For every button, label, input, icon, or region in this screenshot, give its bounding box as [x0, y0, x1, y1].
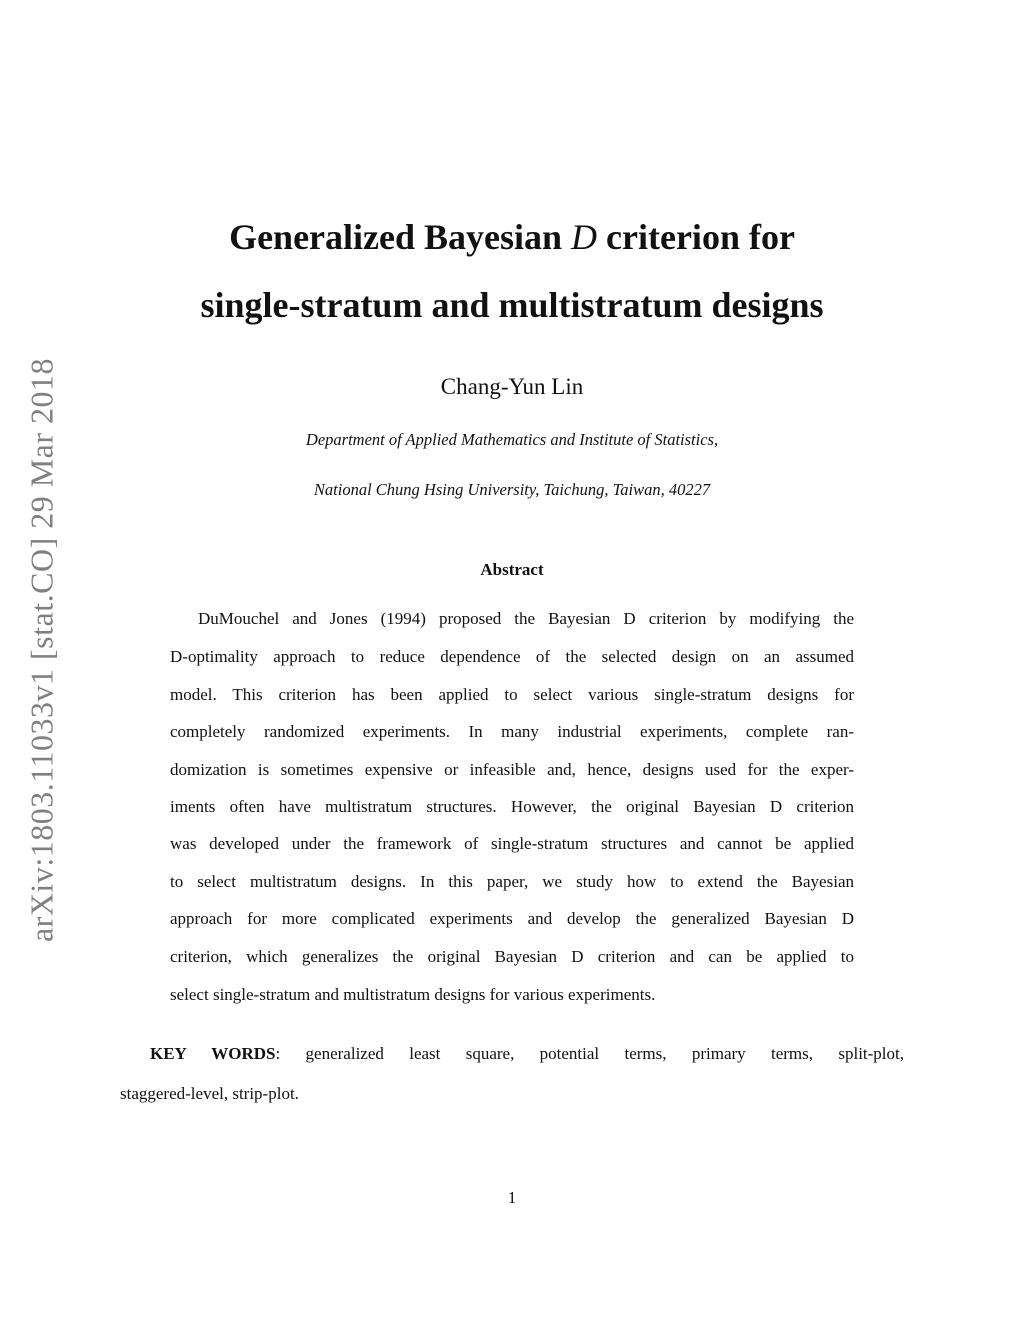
title-math-symbol: D	[571, 217, 598, 257]
affiliation-line-2: National Chung Hsing University, Taichung, Taiwan, 40227	[313, 480, 711, 499]
title-text-part-2: criterion for	[597, 217, 795, 257]
abstract-line: model. This criterion has been applied to select various single-stratum designs for	[170, 685, 854, 704]
abstract-line: was developed under the framework of single-stratum structures and cannot be applied	[170, 834, 854, 853]
arxiv-identifier-stamp: arXiv:1803.11033v1 [stat.CO] 29 Mar 2018	[23, 357, 60, 943]
abstract-line: approach for more complicated experiments and develop the generalized Bayesian D	[170, 909, 854, 928]
abstract-line: select single-stratum and multistratum designs for various experiments.	[170, 985, 656, 1004]
paper-title-line-1	[0, 216, 1024, 258]
keywords-label: KEY WORDS	[150, 1044, 276, 1063]
page-number: 1	[507, 1188, 517, 1207]
abstract-line: iments often have multistratum structures. However, the original Bayesian D criterion	[170, 797, 854, 816]
abstract-line: criterion, which generalizes the original Bayesian D criterion and can be applied to	[170, 947, 854, 966]
abstract-heading: Abstract	[480, 560, 544, 579]
paper-title-line-2: single-stratum and multistratum designs	[200, 285, 824, 325]
abstract-line: to select multistratum designs. In this paper, we study how to extend the Bayesian	[170, 872, 854, 891]
keywords-text-1: : generalized least square, potential terms, primary terms, split-plot,	[275, 1044, 904, 1063]
keywords-line-2: staggered-level, strip-plot.	[120, 1084, 299, 1103]
abstract-line: domization is sometimes expensive or infeasible and, hence, designs used for the exper-	[170, 760, 854, 779]
affiliation-line-1: Department of Applied Mathematics and Institute of Statistics,	[305, 430, 719, 449]
abstract-line: D-optimality approach to reduce dependence of the selected design on an assumed	[170, 647, 854, 666]
keywords-line-1	[150, 1043, 904, 1065]
abstract-line: DuMouchel and Jones (1994) proposed the Bayesian D criterion by modifying the	[198, 609, 854, 628]
abstract-line: completely randomized experiments. In many industrial experiments, complete ran-	[170, 722, 854, 741]
title-text-part-1: Generalized Bayesian	[229, 217, 572, 257]
author-name: Chang-Yun Lin	[440, 374, 584, 399]
